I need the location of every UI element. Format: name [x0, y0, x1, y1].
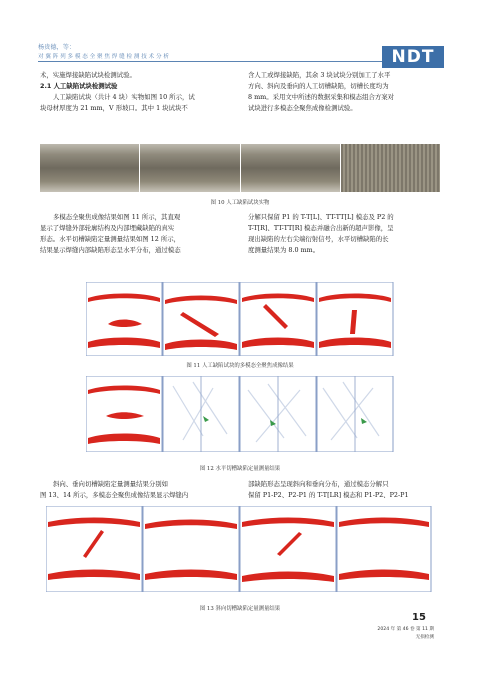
- measure-panel-2: [163, 376, 239, 452]
- tfm-panel-1: [86, 282, 162, 356]
- specimen-photo: [241, 144, 340, 192]
- text-line: 图 13、14 所示，多模态全聚焦成像结果显示焊缝内: [40, 491, 189, 499]
- specimen-photo: [341, 144, 440, 192]
- page-number: 15: [412, 612, 426, 623]
- figure-11-caption: 图 11 人工缺陷试块的多模态全聚焦成像结果: [186, 363, 294, 369]
- header-running-title: 对 翼 阵 列 多 模 态 全 聚 焦 焊 缝 检 测 技 术 分 析: [38, 54, 169, 60]
- text-line: 术，实施焊接缺陷试块检测试验。: [40, 71, 136, 79]
- figure-12-caption: 图 12 水平切槽缺陷定量测量结果: [199, 466, 281, 472]
- figure-12-image: [86, 376, 394, 452]
- right-column-low: [248, 479, 443, 501]
- text-line: 8 mm。采用文中所述的数据采集和模态组合方案对: [248, 93, 395, 101]
- header-rule: [38, 61, 382, 62]
- oblique-panel-4: [337, 506, 431, 592]
- tfm-panel-2: [163, 282, 239, 356]
- left-column-mid: [40, 212, 235, 256]
- oblique-panel-3: [240, 506, 336, 592]
- tfm-panel-4: [317, 282, 393, 356]
- measure-panel-4: [317, 376, 393, 452]
- figure-13-caption: 图 13 斜向切槽缺陷定量测量结果: [199, 606, 281, 612]
- text-line: 部缺陷形态呈现斜向和垂向分布，通过模态分解只: [248, 480, 389, 488]
- oblique-panel-1: [46, 506, 142, 592]
- measure-panel-1: [86, 376, 162, 452]
- oblique-panel-2: [143, 506, 239, 592]
- text-line: 含人工或焊接缺陷，其余 3 块试块分别加工了水平: [248, 71, 391, 79]
- left-column-low: [40, 479, 235, 501]
- text-line: 现出缺陷的左右尖端衍射信号，水平切槽缺陷的长: [248, 235, 389, 243]
- text-line: 人工缺陷试块（共计 4 块）实物如图 10 所示，试: [53, 93, 195, 101]
- figure-13-image: [46, 506, 432, 592]
- text-line: 度测量结果为 8.0 mm。: [248, 246, 320, 254]
- logo-text: NDT: [391, 47, 435, 67]
- text-line: 分解只保留 P1 的 T-T[L]、TT-TT[L] 模态及 P2 的: [248, 213, 394, 221]
- specimen-photo: [40, 144, 139, 192]
- right-column-top: [248, 70, 443, 114]
- text-line: 试块进行多模态全聚焦成像检测试验。: [248, 104, 357, 112]
- measure-panel-3: [240, 376, 316, 452]
- header-authors: 杨贵德，等：: [38, 44, 76, 51]
- footer-journal: 无损检测: [415, 635, 434, 640]
- text-line: 显示了焊缝外部轮廓结构及内部埋藏缺陷的真实: [40, 224, 175, 232]
- text-line: T-T[R]、TT-TT[R] 模态并融合出新的超声影像，呈: [248, 224, 394, 232]
- text-line: 方向、斜向及垂向的人工切槽缺陷，切槽长度均为: [248, 82, 389, 90]
- footer-issue: 2024 年 第 46 卷 第 11 期: [377, 627, 434, 632]
- text-line: 形态。水平切槽缺陷定量测量结果如图 12 所示，: [40, 235, 181, 243]
- left-column-top: [40, 70, 235, 114]
- tfm-panel-3: [240, 282, 316, 356]
- section-title: 2.1 人工缺陷试块检测试验: [40, 82, 118, 90]
- text-line: 斜向、垂向切槽缺陷定量测量结果分别如: [53, 480, 169, 488]
- specimen-photo: [140, 144, 239, 192]
- figure-11-image: [86, 282, 394, 356]
- text-line: 块母材厚度为 21 mm，V 形坡口。其中 1 块试块不: [40, 104, 188, 112]
- text-line: 多模态全聚焦成像结果如图 11 所示，其直观: [53, 213, 181, 221]
- figure-10-caption: 图 10 人工缺陷试块实物: [210, 200, 270, 206]
- text-line: 结果显示焊缝内部缺陷形态呈水平分布，通过模态: [40, 246, 181, 254]
- figure-10-photo: [40, 144, 440, 192]
- text-line: 保留 P1-P2、P2-P1 的 T-T[LR] 模态和 P1-P2、P2-P1: [248, 491, 409, 499]
- right-column-mid: [248, 212, 443, 256]
- journal-logo: [382, 46, 444, 68]
